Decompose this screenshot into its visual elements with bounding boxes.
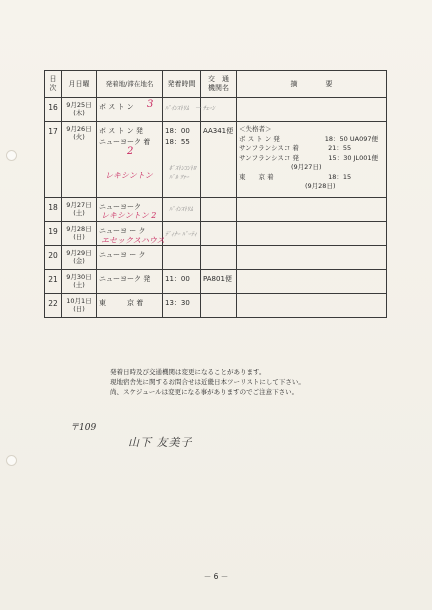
page-number: － 6 － [203,572,229,581]
row-day-number: 20 [45,246,62,270]
row-place [97,222,163,246]
notes-date-note: (9月27日) [291,163,322,171]
row-notes [237,294,387,318]
notes-time: 18：50 [324,134,348,143]
footer-note-line: 発着日時及び交通機関は変更になることがあります。 [110,368,266,376]
notes-line [239,135,384,145]
row-date-value: 9月28日 [66,225,92,233]
row-day-number: 16 [45,98,62,122]
notes-place: 東 京 着 [239,172,274,181]
time-line: 18：00 [165,127,190,135]
handwritten-pencil-note: ﾊﾟｲﾝｽﾄﾘﾑ 一 ﾁｪｰﾝ [165,105,215,112]
handwritten-pencil-note: ﾃﾞｨﾅｰ ﾊﾟｰﾃｨ [165,231,197,238]
table-row [45,222,387,246]
time-line: 13：30 [165,299,190,307]
row-time [163,98,215,122]
row-day-number: 17 [45,122,62,198]
row-dow: (火) [73,133,85,141]
handwritten-red-note: レキシントン 2 [101,211,157,220]
row-transport [201,222,237,246]
notes-line [239,144,384,154]
handwritten-red-note: 3 [147,99,154,110]
row-dow: (日) [73,305,85,313]
row-date-value: 10月1日 [66,297,92,305]
punch-hole [6,455,17,466]
row-date [62,198,97,222]
row-time [163,294,201,318]
row-date-value: 9月29日 [66,249,92,257]
footer-note-line: 現地宿舎先に関するお問合せは近畿日本ツーリストにして下さい。 [110,378,305,386]
handwritten-pencil-note: ﾊﾟｲﾝｽﾄﾘﾑ [169,206,194,213]
handwritten-red-note: エセックスハウス [101,236,165,245]
row-date-value: 9月27日 [66,201,92,209]
row-day-number: 22 [45,294,62,318]
notes-date-note: (9月28日) [305,182,336,190]
row-day-number: 18 [45,198,62,222]
row-day-number: 19 [45,222,62,246]
row-dow: (土) [73,209,85,217]
header-date: 月日曜 [62,71,97,98]
notes-line [239,154,384,164]
place-line: ボ ス ト ン 発 [99,127,143,135]
row-transport [201,246,237,270]
row-dow: (金) [73,257,85,265]
notes-place: ボ ス ト ン 発 [239,134,280,143]
row-transport: AA341便 [201,122,237,198]
notes-time: 21：55 [328,144,352,152]
row-notes [237,270,387,294]
table-row [45,270,387,294]
row-notes [237,122,387,198]
row-time [163,198,201,222]
row-time [163,270,201,294]
row-time [163,222,201,246]
row-place [97,246,163,270]
row-notes [237,246,387,270]
row-date [62,270,97,294]
place-line: ボ ス ト ン [99,103,134,111]
table-row [45,122,387,198]
row-place [97,270,163,294]
notes-line [239,173,384,183]
time-line: 11：00 [165,275,190,283]
row-transport [201,294,237,318]
row-date [62,98,97,122]
place-line: ニューヨーク 発 [99,275,151,283]
row-notes [237,98,387,122]
row-notes [237,222,387,246]
handwritten-signature: 山下 友美子 [128,436,193,449]
place-line: ニューヨ ー ク [99,227,146,235]
notes-heading: ＜失格者＞ [239,125,272,133]
time-line: 18：55 [165,138,190,146]
place-line: ニューヨーク 着 [99,138,151,146]
row-date [62,222,97,246]
table-row [45,98,387,122]
notes-flight: JL001便 [353,153,378,162]
row-date [62,122,97,198]
header-day: 日 次 [45,71,62,98]
row-date [62,246,97,270]
row-place [97,294,163,318]
row-transport [201,198,237,222]
notes-place: サンフランシスコ 着 [239,144,299,152]
handwritten-red-note: レキシントン [105,171,153,180]
header-notes: 摘 要 [237,71,387,98]
table-row [45,294,387,318]
header-transport: 交 通 機関名 [201,71,237,98]
row-dow: (木) [73,109,85,117]
row-place [97,98,163,122]
header-place: 発着地/滞在地名 [97,71,163,98]
handwritten-postal-code: 〒109 [70,423,97,433]
footer-notes [110,367,305,397]
table-header-row [45,71,387,98]
row-date-value: 9月25日 [66,101,92,109]
row-place [97,198,163,222]
row-time [163,246,201,270]
handwritten-red-note: 2 [127,146,134,157]
place-line: 東 京 着 [99,299,144,307]
itinerary-table [44,70,387,318]
table-row [45,246,387,270]
place-line: ニューヨーク [99,203,141,211]
notes-time: 15：30 [328,153,352,162]
notes-time: 18：15 [328,172,352,181]
table-row [45,198,387,222]
notes-place: サンフランシスコ 発 [239,153,299,162]
footer-note-line: 尚、スケジュールは変更になる事がありますのでご注意下さい。 [110,388,299,396]
row-dow: (日) [73,233,85,241]
row-time [163,122,201,198]
header-time: 発着時間 [163,71,201,98]
row-dow: (土) [73,281,85,289]
row-date [62,294,97,318]
place-line: ニューヨ ー ク [99,251,146,259]
row-date-value: 9月30日 [66,273,92,281]
row-notes [237,198,387,222]
row-transport: PA801便 [201,270,237,294]
handwritten-pencil-note: ﾎﾞｽﾄﾝｺﾝﾄﾛ ﾊﾞﾙ ﾂｧｰ [169,165,197,181]
notes-flight: UA097便 [349,134,378,143]
row-place [97,122,163,198]
row-date-value: 9月26日 [66,125,92,133]
punch-hole [6,150,17,161]
row-day-number: 21 [45,270,62,294]
